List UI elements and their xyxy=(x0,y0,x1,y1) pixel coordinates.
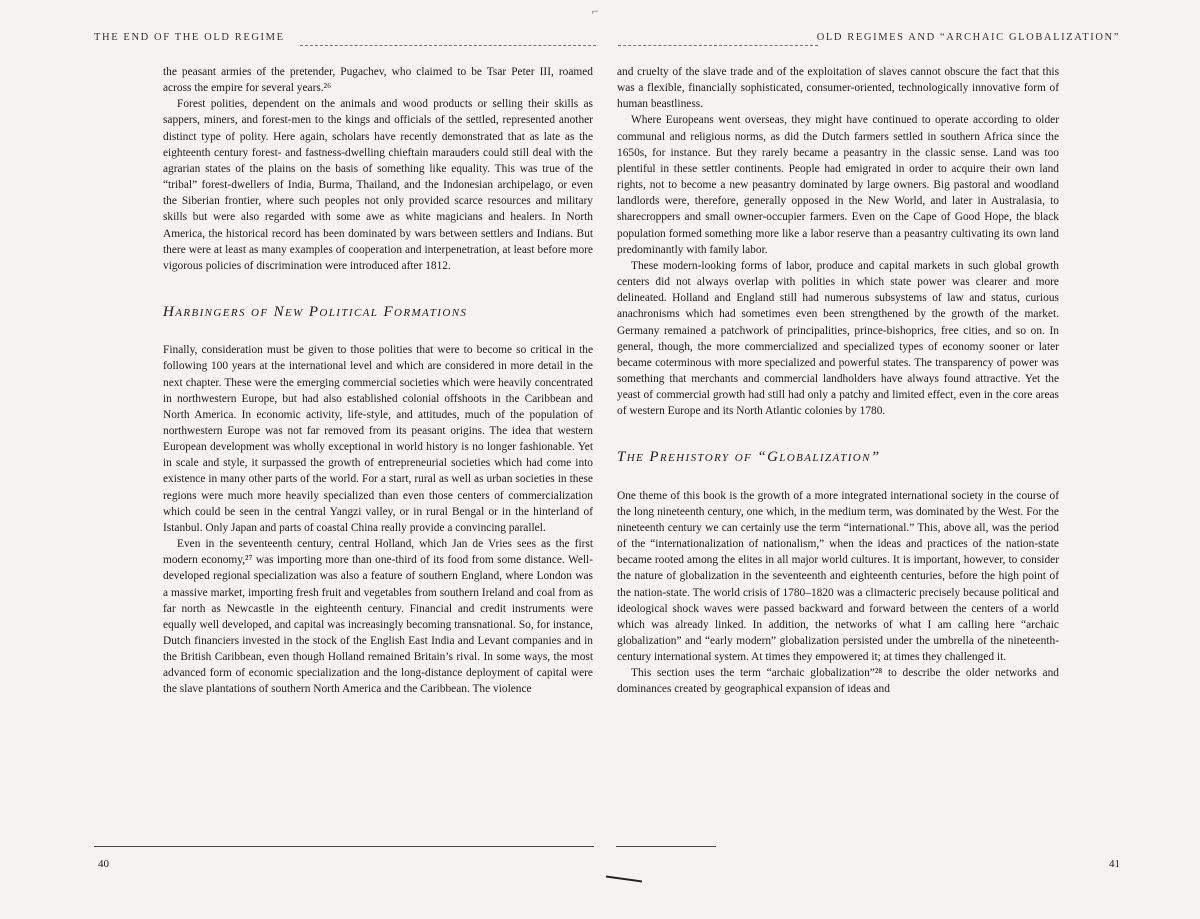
right-foot-rule xyxy=(616,846,716,847)
paragraph: This section uses the term “archaic globalization”²⁸ to describe the older networks and dominances created by geographical expansion of ideas and xyxy=(617,667,1059,696)
left-text-column xyxy=(163,64,593,698)
paragraph: One theme of this book is the growth of a more integrated international society in the course of the long nineteenth century, one which, in the medium term, was dominated by the West. For the nineteenth century we can certainly use the term “international.” This, above all, was the period of the “internationalization of nationalism,” when the ideas and practices of the nation-state became rooted among the elites in all major world cultures. It is important, however, to consider the nature of globalization in the seventeenth and eighteenth centuries, before the high point of the nation-state. The world crisis of 1780–1820 was a climacteric precisely because political and ideological shock waves were passed backward and forward between the centers of a world which was already linked. In addition, the networks of what I am calling here “archaic globalization” and “early modern” globalization persisted under the umbrella of the nineteenth-century international system. At times they empowered it; at times they challenged it. xyxy=(617,489,1059,664)
paragraph: and cruelty of the slave trade and of the exploitation of slaves cannot obscure the fact that this was a flexible, financially sophisticated, consumer-oriented, technologically innovative form of human beastliness. xyxy=(617,66,1059,111)
right-page-number: 41 xyxy=(1109,858,1120,870)
section-heading: The Prehistory of “Globalization” xyxy=(617,449,881,466)
right-page xyxy=(600,0,1200,919)
right-text-column xyxy=(617,64,1059,698)
left-foot-rule xyxy=(94,846,594,847)
left-running-head: THE END OF THE OLD REGIME xyxy=(94,32,285,43)
gutter-mark: ⌐ xyxy=(592,4,599,18)
paragraph: Finally, consideration must be given to those polities that were to become so critical in the following 100 years at the international level and which are considered in more detail in the next chapter. These were the emerging commercial societies which were heavily concentrated in northwestern Europe, but had also established colonial offshoots in the Caribbean and North America. In economic activity, life-style, and attitudes, much of the population of northwestern Europe was not far removed from its peasant origins. The idea that western European development was wholly exceptional in world history is no longer fashionable. Yet in scale and style, it surpassed the growth of entrepreneurial societies which had come into existence in many other parts of the world. For a start, rural as well as urban societies in these regions were much more heavily specialized than even those centers of commercialization which could be seen in the central Yangzi valley, or in rural Bengal or in the hinterland of Istanbul. Only Japan and parts of coastal China really provide a convincing parallel. xyxy=(163,344,593,534)
paragraph: These modern-looking forms of labor, produce and capital markets in such global growth centers did not always overlap with polities in which state power was clearer and more delineated. Holland and England still had numerous subsystems of law and status, curious anachronisms which had sometimes even been strengthened by the growth of the market. Germany remained a patchwork of principalities, prince-bishoprics, free cities, and so on. In general, though, the more commercialized and specialized types of economy sooner or later became coterminous with more specialized and powerful states. The transparency of power was something that merchants and commercial landholders have always found attractive. Yet the yeast of commercial growth had still had only a patchy and limited effect, even in the core areas of western Europe and its North Atlantic colonies by 1780. xyxy=(617,259,1059,418)
paragraph: the peasant armies of the pretender, Pugachev, who claimed to be Tsar Peter III, roamed across the empire for several years.²⁶ xyxy=(163,66,593,95)
left-page-number: 40 xyxy=(98,858,109,870)
right-running-head: OLD REGIMES AND “ARCHAIC GLOBALIZATION” xyxy=(816,32,1120,43)
section-heading: Harbingers of New Political Formations xyxy=(163,304,468,321)
left-head-rule xyxy=(300,45,596,46)
right-head-rule xyxy=(618,45,818,46)
paragraph: Where Europeans went overseas, they might have continued to operate according to older communal and religious norms, as did the Dutch farmers settled in southern Africa since the 1650s, for instance. But they rarely became a peasantry in the classic sense. Land was too plentiful in these settler continents. People had emigrated in order to acquire their own land rights, not to become a new peasantry dominated by large owners. Big pastoral and woodland landlords were, therefore, generally opposed in the New World, and later in Australasia, to sharecroppers and small owner-occupier farmers. Even on the Cape of Good Hope, the black population formed something more like a labor reserve than a peasantry cultivating its own land predominantly with family labor. xyxy=(617,114,1059,256)
paragraph: Even in the seventeenth century, central Holland, which Jan de Vries sees as the first modern economy,²⁷ was importing more than one-third of its food from some distance. Well-developed regional specialization was also a feature of southern England, where London was a massive market, importing fresh fruit and vegetables from southern Ireland and coal from as far north as Newcastle in the eighteenth century. Financial and credit instruments were equally well developed, and capital was increasingly becoming transnational. So, for instance, Dutch financiers invested in the stock of the English East India and Levant companies and in the British Caribbean, even though Holland remained Britain’s rival. In some ways, the most advanced form of economic specialization and the long-distance deployment of capital were the slave plantations of southern North America and the Caribbean. The violence xyxy=(163,538,593,696)
paragraph: Forest polities, dependent on the animals and wood products or selling their skills as sappers, miners, and forest-men to the kings and officials of the settled, represented another distinct type of polity. Here again, scholars have recently demonstrated that as late as the eighteenth century forest- and fastness-dwelling chieftain marauders could still deal with the agrarian states of the plains on the basis of something like equality. This was true of the “tribal” forest-dwellers of India, Burma, Thailand, and the Indonesian archipelago, or even the Siberian frontier, where such peoples not only provided scarce resources and military skills but were also regarded with some awe as white magicians and healers. In North America, the historical record has been dominated by wars between settlers and Indians. But there were at least as many examples of cooperation and interpenetration, at least before more vigorous policies of discrimination were introduced after 1812. xyxy=(163,98,593,272)
